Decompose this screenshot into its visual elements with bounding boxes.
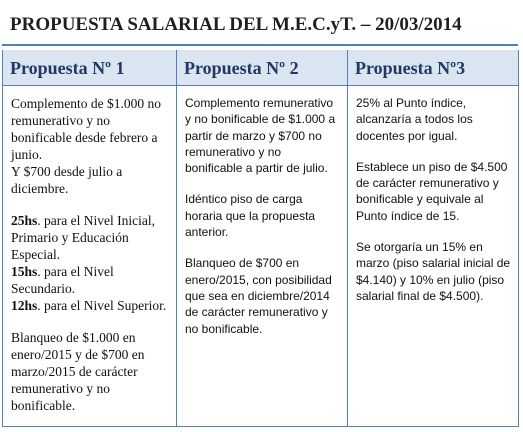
hours-15-text: . para el Nivel Secundario. bbox=[11, 264, 114, 296]
proposals-table bbox=[2, 50, 519, 427]
p2-complemento: Complemento remunerativo y no bonificable de $1.000 a partir de marzo y $700 no remunerativo y no bonificable a partir de julio. bbox=[185, 96, 336, 176]
header-propuesta-2: Propuesta Nº 2 bbox=[177, 50, 348, 86]
p1-complemento: Complemento de $1.000 no remunerativo y no bonificable desde febrero a junio. bbox=[11, 96, 161, 162]
hours-12-text: . para el Nivel Superior. bbox=[37, 298, 167, 313]
cell-propuesta-3 bbox=[348, 86, 519, 427]
p1-hours-secundario bbox=[11, 263, 170, 297]
p1-blanqueo: Blanqueo de $1.000 en enero/2015 y de $700 en marzo/2015 de carácter remunerativo y no bonificable. bbox=[11, 330, 145, 413]
p3-punto-indice: 25% al Punto índice, alcanzaría a todos los docentes por igual. bbox=[356, 96, 473, 143]
p2-blanqueo: Blanqueo de $700 en enero/2015, con posibilidad que sea en diciembre/2014 de carácter remunerativo y no bonificable. bbox=[185, 256, 332, 336]
hours-12: 12hs bbox=[11, 298, 38, 313]
hours-15: 15hs bbox=[11, 264, 38, 279]
hours-25: 25hs bbox=[11, 213, 38, 228]
header-propuesta-3: Propuesta Nº3 bbox=[348, 50, 519, 86]
p2-piso-carga: Idéntico piso de carga horaria que la propuesta anterior. bbox=[185, 192, 316, 240]
header-propuesta-1: Propuesta Nº 1 bbox=[3, 50, 177, 86]
header-row bbox=[3, 50, 519, 86]
content-row bbox=[3, 86, 519, 427]
p1-hours-superior bbox=[11, 297, 170, 314]
cell-propuesta-2 bbox=[177, 86, 348, 427]
p1-julio: Y $700 desde julio a diciembre. bbox=[11, 164, 123, 196]
hours-25-text: . para el Nivel Inicial, Primario y Educación Especial. bbox=[11, 213, 155, 262]
p1-hours-inicial bbox=[11, 212, 170, 263]
page-title: PROPUESTA SALARIAL DEL M.E.C.yT. – 20/03/2014 bbox=[2, 0, 518, 46]
p3-otorgaria: Se otorgaría un 15% en marzo (piso salarial inicial de $4.140) y 10% en julio (piso salarial final de $4.500). bbox=[356, 240, 511, 303]
p3-piso: Establece un piso de $4.500 de carácter remunerativo y bonificable y equivale al Punto índice de 15. bbox=[356, 159, 508, 223]
cell-propuesta-1 bbox=[3, 86, 177, 427]
